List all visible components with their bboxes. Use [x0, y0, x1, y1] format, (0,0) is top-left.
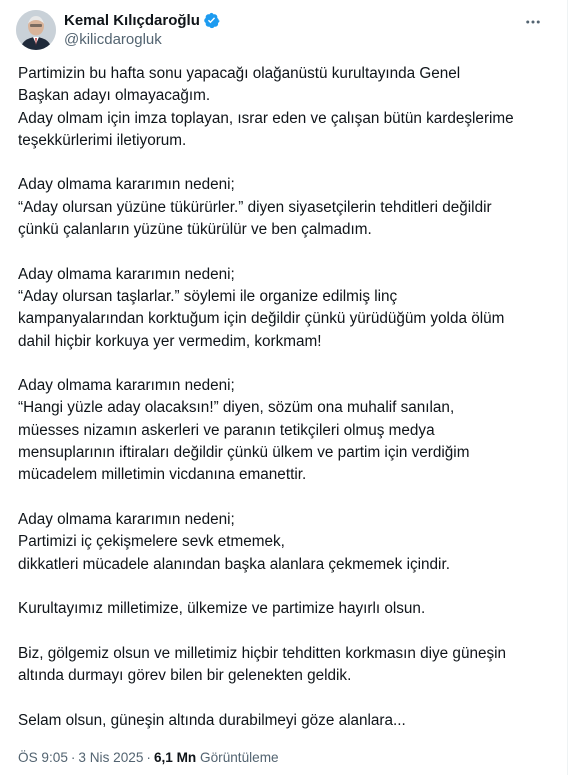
tweet-metadata: [18, 750, 279, 765]
tweet-time[interactable]: ÖS 9:05: [18, 750, 68, 765]
text-line: Başkan adayı olmayacağım.: [18, 87, 211, 105]
meta-separator: ·: [146, 750, 151, 765]
tweet-text: [18, 63, 558, 754]
author-display-name[interactable]: Kemal Kılıçdaroğlu: [64, 12, 200, 29]
text-line: altında durmayı görev bilen bir gelenekten geldik.: [18, 667, 352, 685]
text-line: Selam olsun, güneşin altında durabilmeyi göze alanlara...: [18, 711, 406, 729]
author-handle[interactable]: @kilicdarogluk: [64, 31, 162, 48]
paragraph: [18, 710, 558, 732]
text-line: Partimizin bu hafta sonu yapacağı olağanüstü kurultayında Genel: [18, 65, 461, 82]
text-line: “Hangi yüzle aday olacaksın!” diyen, sözüm ona muhalif sanılan,: [18, 399, 455, 417]
text-line: Aday olmama kararımın nedeni;: [18, 265, 235, 283]
text-line: dahil hiçbir korkuya yer vermedim, korkmam!: [18, 332, 322, 350]
more-horizontal-icon[interactable]: [521, 10, 545, 34]
text-line: Aday olmama kararımın nedeni;: [18, 510, 235, 528]
text-line: müesses nizamın askerleri ve paranın tetikçileri olmuş medya: [18, 421, 435, 439]
text-line: “Aday olursan taşlarlar.” söylemi ile organize edilmiş linç: [18, 287, 398, 305]
text-line: Aday olmam için imza toplayan, ısrar eden ve çalışan bütün kardeşlerime: [18, 109, 514, 127]
text-line: Partimizi iç çekişmelere sevk etmemek,: [18, 533, 285, 551]
text-line: Biz, gölgemiz olsun ve milletimiz hiçbir tehditten korkmasın diye güneşin: [18, 644, 507, 662]
paragraph: [18, 643, 558, 688]
text-line: Kurultayımız milletimize, ülkemize ve partimize hayırlı olsun.: [18, 600, 426, 618]
paragraph: [18, 375, 558, 486]
text-line: mensuplarının iftiraları değildir çünkü ülkem ve partim için verdiğim: [18, 444, 470, 462]
view-count-label: Görüntüleme: [200, 750, 279, 765]
text-line: “Aday olursan yüzüne tükürürler.” diyen siyasetçilerin tehditleri değildir: [18, 198, 492, 216]
paragraph: [18, 509, 558, 576]
text-line: kampanyalarından korktuğum için değildir çünkü yürüdüğüm yolda ölüm: [18, 310, 505, 328]
text-line: Aday olmama kararımın nedeni;: [18, 377, 235, 395]
paragraph: [18, 63, 558, 152]
text-line: mücadelem milletimin vicdanına emanettir.: [18, 466, 307, 484]
text-line: çünkü çalanların yüzüne tükürülür ve ben çalmadım.: [18, 221, 372, 239]
text-line: Aday olmama kararımın nedeni;: [18, 176, 235, 194]
avatar[interactable]: [16, 10, 56, 50]
tweet-header: [16, 10, 551, 50]
verified-badge-icon[interactable]: [203, 12, 220, 29]
paragraph: [18, 174, 558, 241]
view-count: 6,1 Mn: [153, 750, 197, 765]
paragraph: [18, 264, 558, 353]
text-line: teşekkürlerimi iletiyorum.: [18, 131, 187, 149]
paragraph: [18, 598, 558, 620]
avatar-portrait: [16, 10, 56, 50]
meta-separator: ·: [70, 750, 76, 765]
name-row: [64, 11, 220, 30]
author-block: [64, 11, 220, 48]
text-line: dikkatleri mücadele alanından başka alanlara çekmemek içindir.: [18, 555, 450, 573]
tweet-date[interactable]: 3 Nis 2025: [78, 750, 144, 765]
